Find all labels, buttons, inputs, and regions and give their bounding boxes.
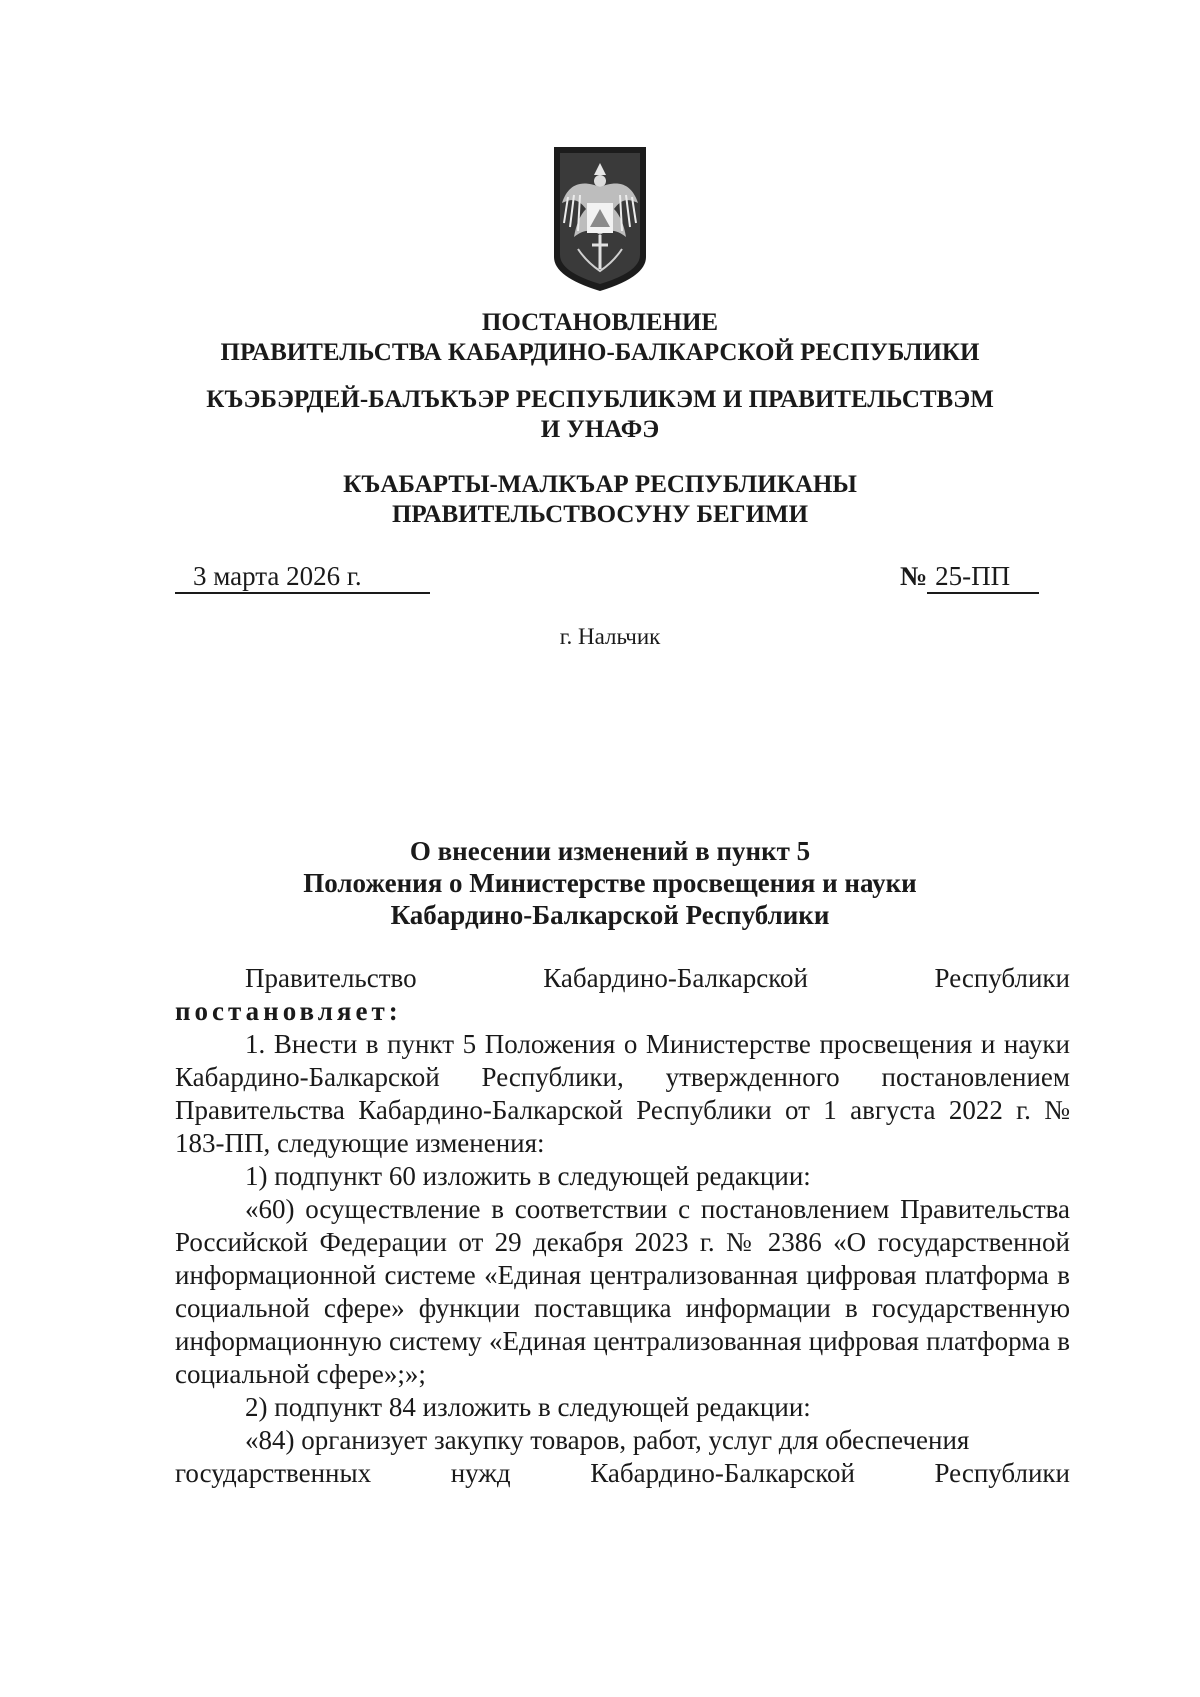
header-government: ПРАВИТЕЛЬСТВА КАБАРДИНО-БАЛКАРСКОЙ РЕСПУБЛИКИ (220, 339, 980, 366)
document-body (175, 962, 1070, 1490)
government-line (175, 962, 1070, 995)
number-value: 25-ПП (927, 560, 1039, 594)
header-kabardian: КЪЭБЭРДЕЙ-БАЛЪКЪЭР РЕСПУБЛИКЭМ И ПРАВИТЕЛЬСТВЭМ И УНАФЭ (206, 386, 994, 443)
last-word-4: Республики (934, 1458, 1070, 1488)
header-title: ПОСТАНОВЛЕНИЕ (481, 309, 719, 336)
decree-word: постановляет: (175, 996, 402, 1026)
subject-line-2: Положения о Министерстве просвещения и науки (303, 868, 917, 898)
last-word-3: Кабардино-Балкарской (590, 1458, 855, 1488)
document-date: 3 марта 2026 г. (175, 560, 430, 594)
coat-of-arms-icon (550, 145, 650, 293)
subitem-2-text: «84) организует закупку товаров, работ, услуг для обеспечения (245, 1425, 970, 1455)
government-word-3: Республики (934, 963, 1070, 993)
government-word-2: Кабардино-Балкарской (543, 963, 808, 993)
last-word-1: государственных (175, 1458, 372, 1488)
government-word-1: Правительство (245, 963, 417, 993)
number-label: № (900, 561, 928, 591)
subitem-2-heading: 2) подпункт 84 изложить в следующей редакции: (245, 1392, 811, 1422)
last-word-2: нужд (450, 1458, 511, 1488)
item-1: 1. Внести в пункт 5 Положения о Министерстве просвещения и науки Кабардино-Балкарской Республики, утвержденного постановлением Правительства Кабардино-Балкарской Республики от 1 августа 2022 г. № 183-ПП, следующие изменения: (175, 1029, 1070, 1158)
subject-line-3: Кабардино-Балкарской Республики (390, 900, 830, 930)
document-subject (150, 835, 1070, 931)
subject-line-1: О внесении изменений в пункт 5 (409, 836, 811, 866)
last-line (175, 1457, 1070, 1490)
subitem-1-text: «60) осуществление в соответствии с постановлением Правительства Российской Федерации от 29 декабря 2023 г. № 2386 «О государственной информационной системе «Единая централизованная цифровая платформа в социальной сфере» функции поставщика информации в государственную информационную систему «Единая централизованная цифровая платформа в социальной сфере»;»; (175, 1194, 1070, 1389)
subitem-1-heading: 1) подпункт 60 изложить в следующей редакции: (245, 1161, 811, 1191)
document-city: г. Нальчик (559, 624, 661, 649)
document-number (900, 560, 1039, 594)
header-balkar: КЪАБАРТЫ-МАЛКЪАР РЕСПУБЛИКАНЫ ПРАВИТЕЛЬСТВОСУНУ БЕГИМИ (343, 471, 857, 528)
